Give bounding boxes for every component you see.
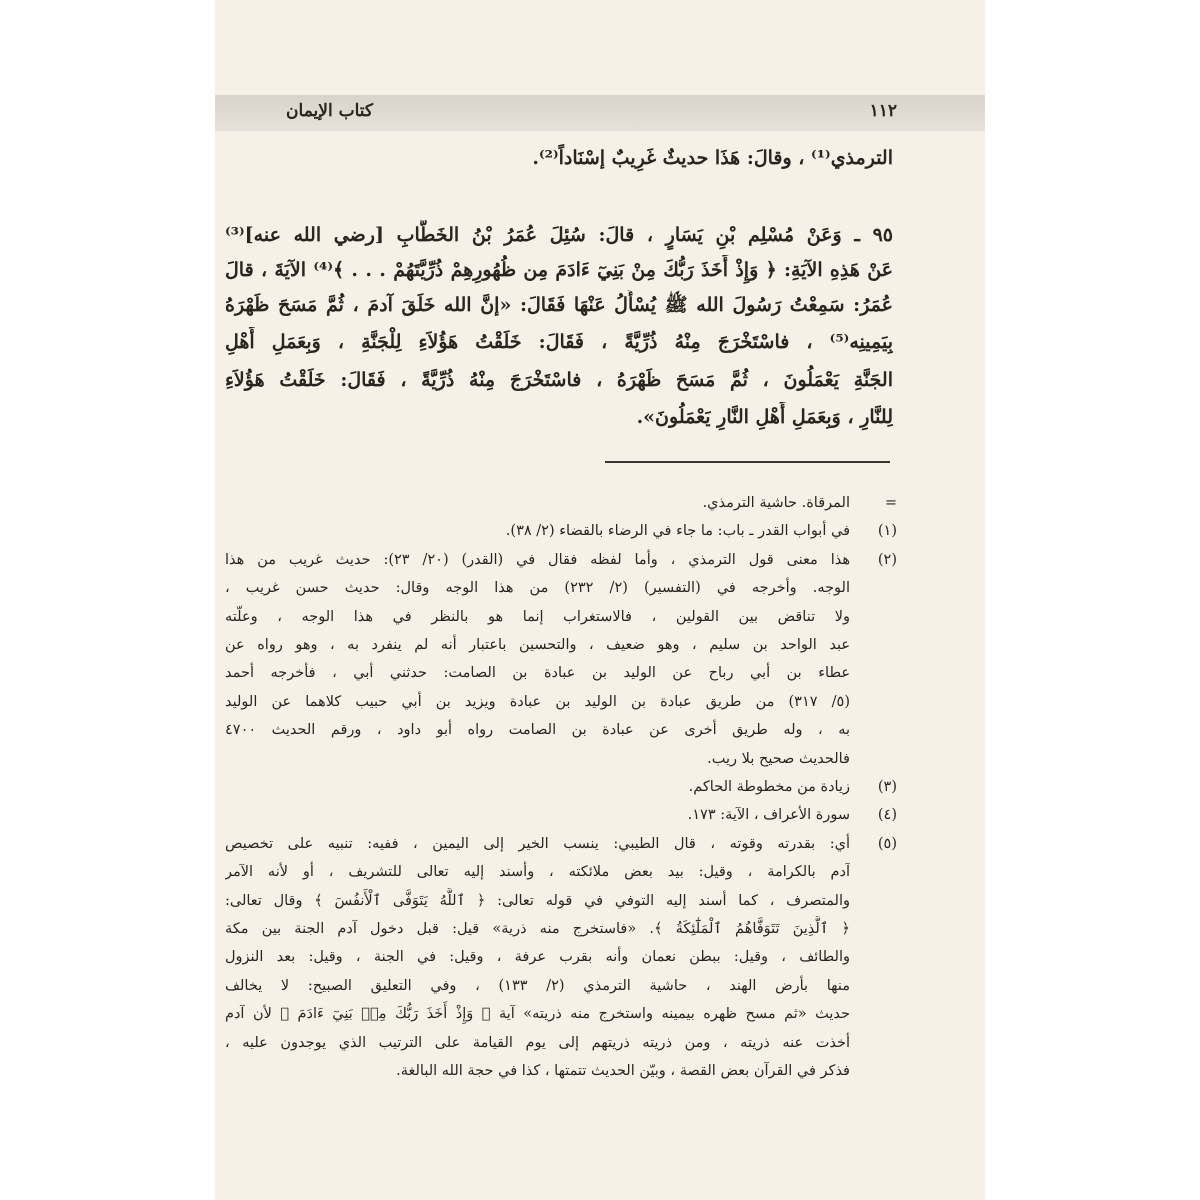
main-text-line: الترمذي⁽¹⁾ ، وقالَ: هَذَا حديثٌ غَرِيبٌ إسْنَاداً⁽²⁾.	[532, 147, 893, 169]
footnote-line: عطاء بن أبي رباح عن الوليد بن عبادة بن الصامت: حدثني أبي ، فأخرجه أحمد	[225, 665, 850, 682]
footnote-line: زيادة من مخطوطة الحاكم.	[688, 779, 850, 795]
footnote-line: فالحديث صحيح بلا ريب.	[707, 750, 850, 767]
footnote-line: به ، وله طريق أخرى عن عبادة بن الصامت رواه أبو داود ، ورقم الحديث ٤٧٠٠	[225, 722, 850, 739]
footnote-number: (٢)	[877, 551, 897, 568]
footnote-line: أي: بقدرته وقوته ، قال الطيبي: ينسب الخير إلى اليمين ، ففيه: تنبيه على تخصيص	[225, 835, 850, 852]
main-text-line: لِلنَّارِ ، وَبِعَمَلِ أَهْلِ النَّارِ يَعْمَلُونَ».	[636, 406, 893, 428]
main-text-line: عُمَرُ: سَمِعْتُ رَسُولَ الله ﷺ يُسْأَلُ عَنْهَا فَقَالَ: «إنَّ الله خَلَقَ آدمَ ، ثُمَّ مَسَحَ ظَهْرَهُ	[225, 294, 893, 316]
footnote-line: سورة الأعراف ، الآية: ١٧٣.	[687, 807, 850, 824]
footnote-line: ولا تناقض بين القولين ، فالاستغراب إنما هو بالنظر في هذا الوجه ، وعلّته	[225, 608, 850, 625]
book-page	[215, 0, 985, 1200]
footnote-line: والمتصرف ، كما أسند إليه التوفي في قوله تعالى: ﴿ ٱللَّهُ يَتَوَفَّى ٱلْأَنفُسَ ﴾ وقال تعالى:	[225, 892, 850, 909]
footnote-divider	[605, 461, 890, 463]
footnote-line: والطائف ، وقيل: ببطن نعمان وأنه بقرب عرفة ، وقيل: في الجنة ، وقيل: بعد النزول	[225, 949, 850, 966]
footnote-line: عبد الواحد بن سليم ، وهو ضعيف ، والتحسين باعتبار أنه لم ينفرد به ، وهو رواه عن	[225, 637, 850, 653]
main-text-line: ٩٥ ـ وَعَنْ مُسْلِم بْنِ يَسَارٍ ، قالَ: سُئِلَ عُمَرُ بْنُ الخَطَّابِ [رضي الله عنه]⁽³⁾	[225, 224, 893, 246]
footnote-line: ﴿ ٱلَّذِينَ تَتَوَفَّاهُمُ ٱلْمَلَٰٓئِكَةُ ﴾. «فاستخرج منه ذرية» قيل: قبل دخول آدم الجنة بين مكة	[225, 921, 850, 937]
footnote-number: =	[884, 495, 897, 511]
footnote-line: فذكر في القرآن بعض القصة ، وبيّن الحديث تتمتها ، كذا في حجة الله البالغة.	[396, 1063, 850, 1079]
footnote-line: الوجه. وأخرجه في (التفسير) (٢/ ٢٣٢) من هذا الوجه وقال: حديث حسن غريب ،	[225, 580, 850, 597]
footnote-number: (٥)	[877, 835, 897, 852]
chapter-title: كتاب الإيمان	[286, 101, 373, 121]
main-text-line: عَنْ هَذِهِ الآيَةِ: ﴿ وَإِذْ أَخَذَ رَبُّكَ مِنْ بَنِيٓ ءَادَمَ مِن ظُهُورِهِمْ ذُرِّيَّتَهُمْ . . . ﴾⁽⁴⁾ الآيَةَ ، قالَ	[225, 259, 893, 281]
footnote-number: (٣)	[877, 779, 897, 795]
footnote-line: أخذت عنه ذريته ، ومن ذريته ذريتهم إلى يوم القيامة على الترتيب الذي يوجدون عليه ،	[225, 1034, 850, 1051]
main-text-line: بِيَمِينِه⁽⁵⁾ ، فاسْتَخْرَجَ مِنْهُ ذُرِّيَّةً ، فَقَالَ: خَلَقْتُ هَؤُلاَءِ لِلْجَنَّةِ ، وَبِعَمَلِ أَهْلِ	[225, 331, 893, 353]
footnote-number: (١)	[877, 523, 897, 540]
footnote-line: المرقاة. حاشية الترمذي.	[702, 495, 850, 511]
footnote-line: (٥/ ٣١٧) من طريق عبادة بن الوليد بن عبادة ويزيد بن أبي حبيب كلاهما عن الوليد	[225, 693, 850, 710]
footnote-number: (٤)	[877, 807, 897, 824]
page-number: ١١٢	[869, 101, 897, 121]
footnote-line: في أبواب القدر ـ باب: ما جاء في الرضاء بالقضاء (٢/ ٣٨).	[505, 523, 850, 540]
main-text-line: الجَنَّةِ يَعْمَلُونَ ، ثُمَّ مَسَحَ ظَهْرَهُ ، فاسْتَخْرَجَ مِنْهُ ذُرِّيَّةً ، فَقَالَ: خَلَقْتُ هَؤُلاَءِ	[225, 369, 893, 391]
footnote-line: حديث «ثم مسح ظهره بيمينه واستخرج منه ذريته» آية ﴿ وَإِذْ أَخَذَ رَبُّكَ مِنۢ بَنِيٓ ءَادَمَ ﴾ لأن آدم	[225, 1006, 850, 1023]
footnote-line: هذا معنى قول الترمذي ، وأما لفظه فقال في (القدر) (٢٠/ ٢٣): حديث غريب من هذا	[225, 551, 850, 568]
footnote-line: آدم بالكرامة ، وقيل: بيد بعض ملائكته ، وأسند إليه تعالى للتشريف ، أو لأنه الآمر	[225, 864, 850, 881]
footnote-line: منها بأرض الهند ، حاشية الترمذي (٢/ ١٣٣) ، وفي التعليق الصبيح: لا يخالف	[225, 977, 850, 994]
running-header	[215, 95, 985, 131]
